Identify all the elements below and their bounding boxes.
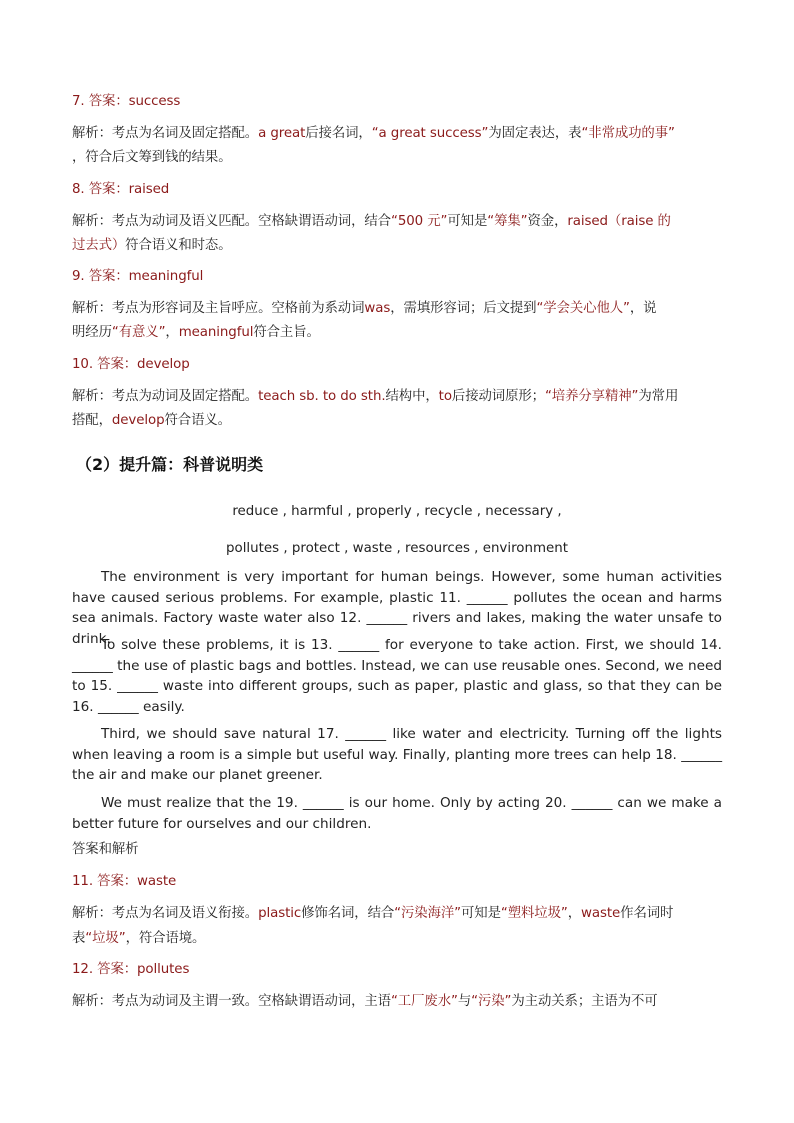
explanation-10-line1: 解析：考点为动词及固定搭配。teach sb. to do sth.结构中，to后接动词原形；“培养分享精神”为常用 xyxy=(72,389,679,404)
section-heading: （2）提升篇：科普说明类 xyxy=(76,455,264,474)
answer-7: 7. 答案：success xyxy=(72,94,181,109)
explanation-10-line2: 搭配，develop符合语义。 xyxy=(72,413,231,428)
explanation-9-line2: 明经历“有意义”，meaningful符合主旨。 xyxy=(72,325,320,340)
explanation-8-line1: 解析：考点为动词及语义匹配。空格缺谓语动词，结合“500 元”可知是“筹集”资金，raised（raise 的 xyxy=(72,214,671,229)
passage-paragraph-3: Third, we should save natural 17. ______ like water and electricity. Turning off the lights when leaving a room is a simple but useful way. Finally, planting more trees can help 18. ______ the air and make our planet greener. xyxy=(72,726,722,784)
explanation-7-line1: 解析：考点为名词及固定搭配。a great后接名词，“a great success”为固定表达，表“非常成功的事” xyxy=(72,126,675,141)
explanation-8-line2: 过去式）符合语义和时态。 xyxy=(72,238,232,253)
answers-heading: 答案和解析 xyxy=(72,842,139,857)
explanation-11-line2: 表“垃圾”，符合语境。 xyxy=(72,931,206,946)
answer-12: 12. 答案：pollutes xyxy=(72,962,190,977)
word-bank-line2: pollutes , protect , waste , resources , environment xyxy=(226,541,568,556)
explanation-11-line1: 解析：考点为名词及语义衔接。plastic修饰名词，结合“污染海洋”可知是“塑料垃圾”，waste作名词时 xyxy=(72,906,674,921)
passage-paragraph-2: To solve these problems, it is 13. ______ for everyone to take action. First, we should 14. ______ the use of plastic bags and bottles. Instead, we can use reusable ones. Second, we need to 15. ______ waste into different groups, such as paper, plastic and glass, so that they can be 16. ______ easily. xyxy=(72,637,722,715)
word-bank-line1: reduce , harmful , properly , recycle , necessary , xyxy=(232,504,562,519)
passage-paragraph-4: We must realize that the 19. ______ is our home. Only by acting 20. ______ can we make a better future for ourselves and our children. xyxy=(72,795,722,832)
passage-paragraph-1: The environment is very important for human beings. However, some human activities have caused serious problems. For example, plastic 11. ______ pollutes the ocean and harms sea animals. Factory waste water also 12. ______ rivers and lakes, making the water unsafe to drink. xyxy=(72,569,722,647)
answer-11: 11. 答案：waste xyxy=(72,874,177,889)
answer-10: 10. 答案：develop xyxy=(72,357,190,372)
explanation-7-line2: ，符合后文筹到钱的结果。 xyxy=(72,150,232,165)
answer-8: 8. 答案：raised xyxy=(72,182,170,197)
answer-9: 9. 答案：meaningful xyxy=(72,269,204,284)
explanation-12-line1: 解析：考点为动词及主谓一致。空格缺谓语动词，主语“工厂废水”与“污染”为主动关系；主语为不可 xyxy=(72,994,658,1009)
explanation-9-line1: 解析：考点为形容词及主旨呼应。空格前为系动词was，需填形容词；后文提到“学会关心他人”，说 xyxy=(72,301,657,316)
